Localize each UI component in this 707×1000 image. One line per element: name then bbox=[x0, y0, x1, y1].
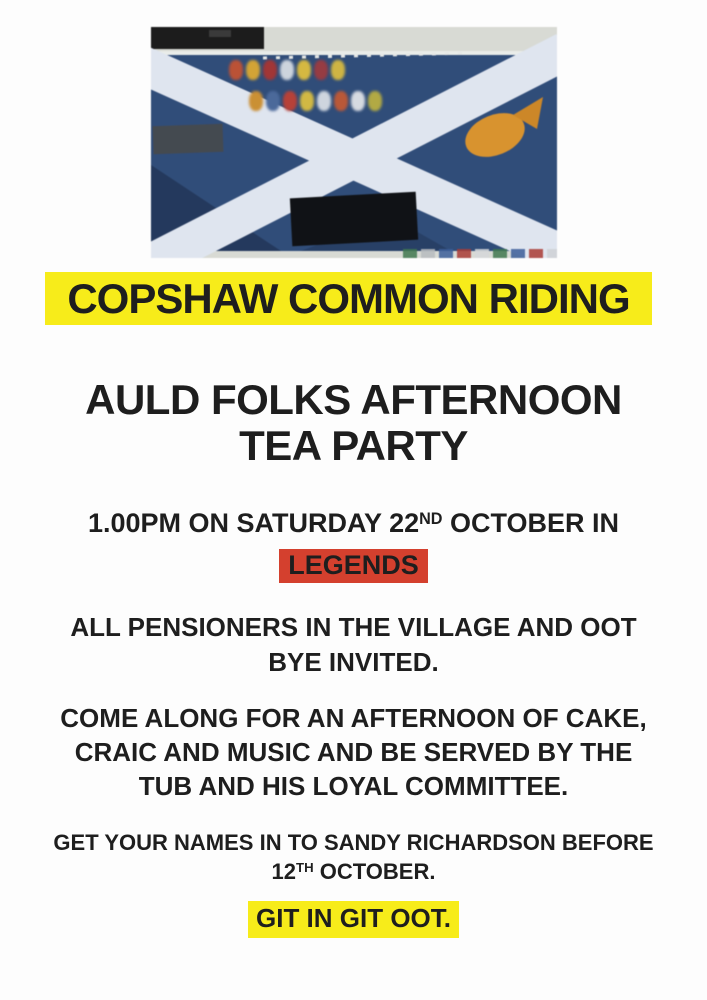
dark-shelf-shape bbox=[151, 27, 264, 49]
invitation-line2: BYE INVITED. bbox=[268, 647, 439, 677]
event-title-banner bbox=[45, 272, 652, 325]
details-line1: COME ALONG FOR AN AFTERNOON OF CAKE, bbox=[60, 703, 647, 733]
rsvp-line1: GET YOUR NAMES IN TO SANDY RICHARDSON BEFORE bbox=[53, 830, 654, 855]
dark-box-shape bbox=[153, 124, 224, 154]
details-line2: CRAIC AND MUSIC AND BE SERVED BY THE bbox=[74, 737, 633, 767]
saltire-flag-photo bbox=[151, 27, 557, 258]
venue-highlight: LEGENDS bbox=[279, 549, 428, 583]
footer-slogan-block bbox=[0, 901, 707, 938]
heading-line1: AULD FOLKS AFTERNOON bbox=[85, 376, 622, 423]
invitation-line1: ALL PENSIONERS IN THE VILLAGE AND OOT bbox=[70, 612, 637, 642]
event-title: COPSHAW COMMON RIDING bbox=[67, 274, 630, 322]
venue-line bbox=[0, 549, 707, 583]
foil-letters-row bbox=[229, 60, 345, 80]
foil-letters-row bbox=[249, 91, 382, 111]
rsvp-line2: 12TH OCTOBER. bbox=[271, 859, 436, 884]
date-time-block bbox=[0, 508, 707, 583]
ordinal-suffix: TH bbox=[296, 860, 314, 876]
saltire-flag-illustration bbox=[151, 27, 557, 258]
ordinal-suffix: ND bbox=[419, 509, 443, 528]
rsvp-block bbox=[0, 828, 707, 889]
main-heading bbox=[0, 377, 707, 469]
details-block bbox=[0, 701, 707, 803]
footer-slogan-highlight: GIT IN GIT OOT. bbox=[248, 901, 459, 938]
details-line3: TUB AND HIS LOYAL COMMITTEE. bbox=[138, 771, 569, 801]
dark-object-shape bbox=[290, 192, 418, 247]
bottom-strip-decoration bbox=[403, 249, 557, 258]
heading-line2: TEA PARTY bbox=[239, 422, 468, 469]
date-time-line: 1.00PM ON SATURDAY 22ND OCTOBER IN bbox=[87, 508, 620, 538]
invitation-block bbox=[0, 610, 707, 680]
